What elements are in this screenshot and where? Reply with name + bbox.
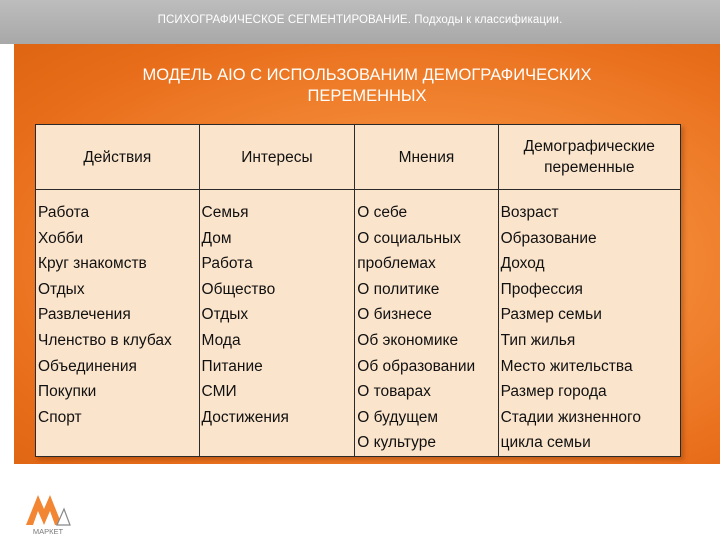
list-item: Образование bbox=[500, 229, 597, 247]
list-item: Доход bbox=[500, 255, 545, 273]
demographics-list bbox=[501, 200, 680, 456]
list-item: Спорт bbox=[38, 408, 82, 426]
list-item: Членство в клубах bbox=[38, 331, 172, 349]
aio-table bbox=[35, 124, 681, 457]
column-header-opinions: Мнения bbox=[355, 125, 498, 190]
list-item: СМИ bbox=[201, 383, 237, 401]
list-item: Работа bbox=[201, 255, 253, 273]
header-title: ПСИХОГРАФИЧЕСКОЕ СЕГМЕНТИРОВАНИЕ. Подходы к классификации. bbox=[157, 14, 563, 26]
list-item: Работа bbox=[38, 204, 90, 221]
interests-list bbox=[202, 200, 355, 430]
heading-line-2: ПЕРЕМЕННЫХ bbox=[307, 87, 427, 105]
opinions-list bbox=[357, 200, 497, 456]
demographics-cell bbox=[498, 190, 680, 457]
list-item: Достижения bbox=[201, 408, 289, 426]
list-item: Питание bbox=[201, 357, 263, 375]
list-item: Тип жилья bbox=[500, 331, 576, 349]
list-item: Покупки bbox=[38, 383, 97, 401]
heading-line-1: МОДЕЛЬ AIO С ИСПОЛЬЗОВАНИМ ДЕМОГРАФИЧЕСКИХ bbox=[142, 66, 592, 84]
list-item: О социальных проблемах bbox=[357, 229, 461, 273]
list-item: Общество bbox=[201, 280, 276, 298]
list-item: Семья bbox=[201, 204, 249, 221]
list-item: Объединения bbox=[38, 357, 137, 375]
opinions-cell bbox=[355, 190, 498, 457]
list-item: О культуре bbox=[357, 434, 436, 452]
footer-area bbox=[0, 464, 720, 540]
table-header-row bbox=[36, 125, 681, 190]
list-item: Мода bbox=[201, 331, 241, 349]
table-body-row bbox=[36, 190, 681, 457]
list-item: О бизнесе bbox=[357, 306, 432, 324]
list-item: О политике bbox=[357, 280, 440, 298]
list-item: Об экономике bbox=[357, 331, 459, 349]
column-header-activities: Действия bbox=[36, 125, 200, 190]
list-item: О себе bbox=[357, 204, 408, 221]
list-item: Профессия bbox=[500, 280, 583, 298]
slide-heading bbox=[14, 65, 720, 107]
list-item: Место жительства bbox=[500, 357, 633, 375]
activities-cell bbox=[36, 190, 200, 457]
list-item: Отдых bbox=[38, 280, 85, 298]
market-logo bbox=[24, 487, 72, 535]
list-item: Об образовании bbox=[357, 357, 476, 375]
logo-text: МАРКЕТ bbox=[32, 527, 64, 535]
list-item: Стадии жизненного цикла семьи bbox=[500, 408, 641, 452]
list-item: Дом bbox=[201, 229, 232, 247]
list-item: О будущем bbox=[357, 408, 439, 426]
activities-list bbox=[38, 200, 199, 430]
list-item: Размер семьи bbox=[500, 306, 602, 324]
column-header-demographics: Демографические переменные bbox=[498, 125, 680, 190]
list-item: Возраст bbox=[500, 204, 559, 221]
list-item: О товарах bbox=[357, 383, 431, 401]
interests-cell bbox=[199, 190, 355, 457]
list-item: Круг знакомств bbox=[38, 255, 147, 273]
list-item: Размер города bbox=[500, 383, 607, 401]
column-header-interests: Интересы bbox=[199, 125, 355, 190]
list-item: Хобби bbox=[38, 229, 84, 247]
list-item: Отдых bbox=[201, 306, 249, 324]
list-item: Развлечения bbox=[38, 306, 131, 324]
slide-body bbox=[14, 44, 720, 464]
header-bar bbox=[0, 0, 720, 44]
